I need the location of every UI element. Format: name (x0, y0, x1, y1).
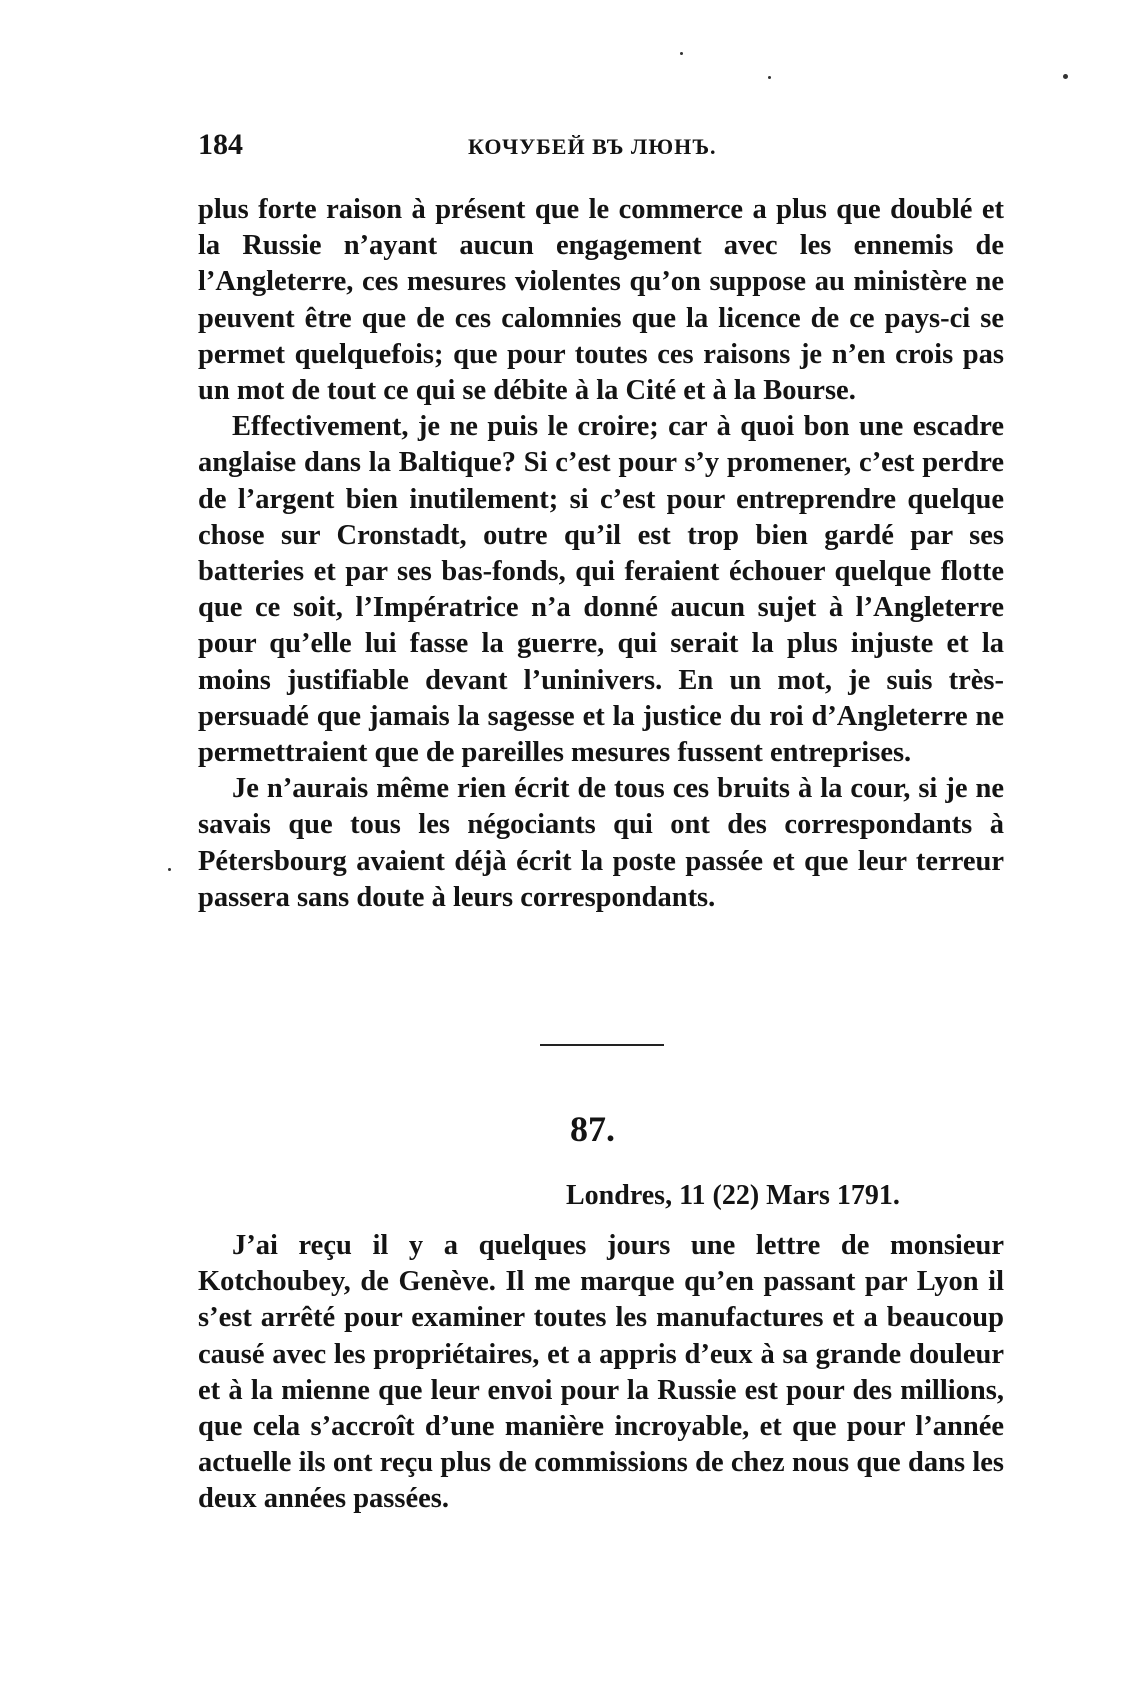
letter-dateline: Londres, 11 (22) Mars 1791. (566, 1180, 900, 1211)
section-divider (540, 1044, 664, 1046)
letter-body (198, 1228, 1004, 1518)
running-head: КОЧУБЕЙ ВЪ ЛЮНЪ. (468, 134, 717, 159)
paragraph: J’ai reçu il y a quelques jours une lettre de monsieur Kotchoubey, de Genève. Il me marque qu’en passant par Lyon il s’est arrêté pour examiner toutes les manufactures et a beaucoup causé avec les propriétaires, et a appris d’eux à sa grande douleur et à la mienne que leur envoi pour la Russie est pour des millions, que cela s’accroît d’une manière incroyable, et que pour l’année actuelle ils ont reçu plus de commissions de chez nous que dans les deux années passées. (198, 1230, 1004, 1515)
scan-speck (168, 868, 171, 871)
scan-speck (1063, 74, 1068, 79)
letter-number: 87. (570, 1109, 615, 1149)
paragraph: Effectivement, je ne puis le croire; car à quoi bon une escadre anglaise dans la Baltique? Si c’est pour s’y promener, c’est perdre de l’argent bien inutilement; si c’est pour entreprendre quelque chose sur Cronstadt, outre qu’il est trop bien gardé par ses batteries et par ses bas-fonds, qui feraient échouer quelque flotte que ce soit, l’Impératrice n’a donné aucun sujet à l’Angleterre pour qu’elle lui fasse la guerre, qui serait la plus injuste et la moins justifiable devant l’uninivers. En un mot, je suis très-persuadé que jamais la sagesse et la justice du roi d’Angleterre ne permettraient que de pareilles mesures fussent entreprises. (198, 411, 1004, 769)
continued-letter-text (198, 192, 1004, 916)
scan-speck (680, 52, 683, 55)
scan-speck (768, 76, 771, 79)
paragraph: Je n’aurais même rien écrit de tous ces bruits à la cour, si je ne savais que tous les négociants qui ont des correspondants à Pétersbourg avaient déjà écrit la poste passée et que leur terreur passera sans doute à leurs correspondants. (198, 773, 1004, 913)
page-number: 184 (198, 128, 243, 161)
page-header (198, 128, 1004, 168)
paragraph: plus forte raison à présent que le commerce a plus que doublé et la Russie n’ayant aucun engagement avec les ennemis de l’Angleterre, ces mesures violentes qu’on suppose au ministère ne peuvent être que de ces calomnies que la licence de ce pays-ci se permet quelquefois; que pour toutes ces raisons je n’en crois pas un mot de tout ce qui se débite à la Cité et à la Bourse. (198, 194, 1004, 407)
